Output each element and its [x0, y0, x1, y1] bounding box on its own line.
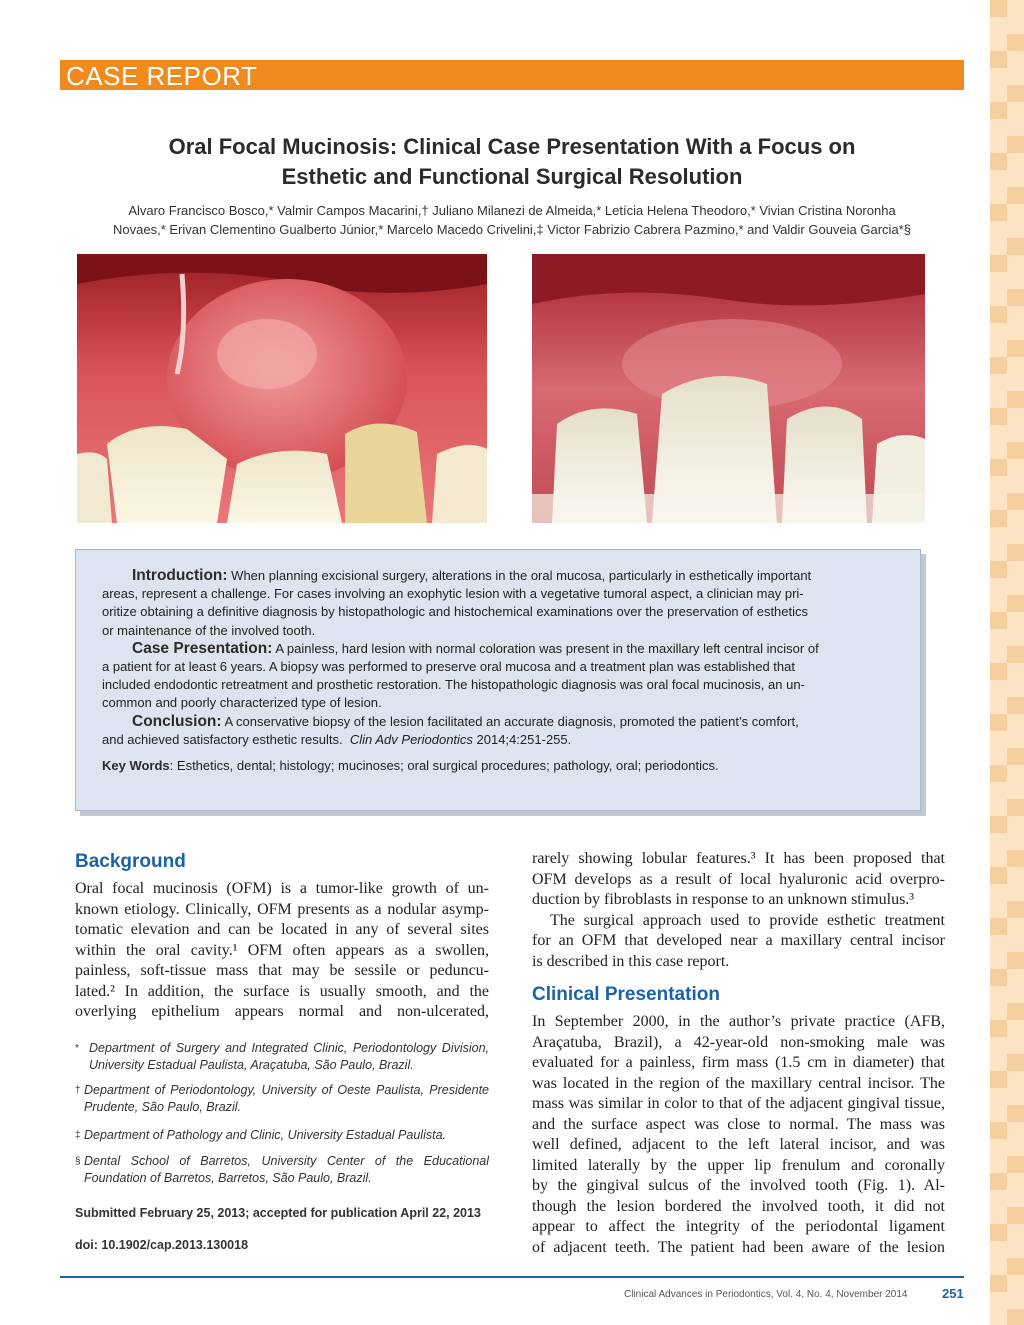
edge-tile [1007, 68, 1024, 85]
footer-journal: Clinical Advances in Periodontics, Vol. 4, No. 4, November 2014 [624, 1289, 908, 1300]
edge-tile [1007, 578, 1024, 595]
edge-tile [990, 1275, 1007, 1292]
edge-tile [1007, 731, 1024, 748]
edge-tile [990, 901, 1007, 918]
edge-tile [990, 1139, 1007, 1156]
edge-tile [1007, 1309, 1024, 1325]
edge-tile [990, 1190, 1007, 1207]
edge-tile [990, 1105, 1007, 1122]
edge-tile [990, 833, 1007, 850]
edge-tile [1007, 1139, 1024, 1156]
edge-tile [1007, 306, 1024, 323]
edge-tile [990, 952, 1007, 969]
clinical-text [532, 1012, 945, 1258]
edge-tile [990, 646, 1007, 663]
edge-tile [1007, 595, 1024, 612]
edge-tile [990, 306, 1007, 323]
edge-tile [1007, 646, 1024, 663]
author-line-2: Novaes,* Erivan Clementino Gualberto Júnior,* Marcelo Macedo Crivelini,‡ Victor Fabrizio Cabrera Pazmino,* and Valdir Gouveia Garcia*§ [113, 222, 911, 237]
text-line: The surgical approach used to provide esthetic treatment [550, 911, 945, 929]
text-line: In September 2000, in the author’s private practice (AFB, [532, 1013, 945, 1030]
edge-tile [990, 595, 1007, 612]
edge-tile [1007, 0, 1024, 17]
edge-tile [990, 578, 1007, 595]
text-line: was located in the region of the maxillary central incisor. The [532, 1074, 945, 1092]
edge-tile [990, 1122, 1007, 1139]
title-line-1: Oral Focal Mucinosis: Clinical Case Presentation With a Focus on [168, 134, 856, 159]
edge-tile [1007, 1207, 1024, 1224]
text-line: evaluated for a painless, firm mass (1.5 cm in diameter) that [532, 1054, 945, 1071]
page-number: 251 [942, 1286, 964, 1301]
footnote-3: ‡ Department of Pathology and Clinic, University Estadual Paulista. [75, 1128, 446, 1142]
edge-tile [990, 459, 1007, 476]
edge-tile [990, 1071, 1007, 1088]
edge-tile [990, 493, 1007, 510]
edge-tile [1007, 612, 1024, 629]
edge-tile [990, 51, 1007, 68]
right-intro-text [532, 849, 945, 972]
edge-tile [1007, 884, 1024, 901]
edge-tile [1007, 493, 1024, 510]
edge-tile [990, 255, 1007, 272]
edge-tile [1007, 476, 1024, 493]
edge-tile [990, 136, 1007, 153]
text-line: is described in this case report. [532, 952, 730, 970]
edge-tile [1007, 272, 1024, 289]
text-line: and the surface aspect was close to normal. The mass was [532, 1115, 945, 1133]
edge-tile [1007, 221, 1024, 238]
edge-tile [1007, 561, 1024, 578]
edge-tile [1007, 1275, 1024, 1292]
edge-tile [1007, 1037, 1024, 1054]
text-line: Araçatuba, Brazil), a 42-year-old non-smoking male was [532, 1033, 945, 1051]
edge-tile [1007, 1054, 1024, 1071]
edge-tile [1007, 391, 1024, 408]
edge-tile [1007, 782, 1024, 799]
edge-tile [990, 1207, 1007, 1224]
text-line: OFM develops as a result of local hyaluronic acid overpro- [532, 870, 945, 888]
keywords: Key Words: Esthetics, dental; histology; mucinoses; oral surgical procedures; pathology, oral; periodontics. [102, 758, 719, 774]
edge-tile [990, 272, 1007, 289]
edge-tile [990, 816, 1007, 833]
edge-tile [990, 238, 1007, 255]
footnote-4: § Dental School of Barretos, University Center of the Educational Foundation of Barretos, Barretos, São Paulo, Brazil. [75, 1154, 489, 1185]
edge-tile [990, 374, 1007, 391]
edge-tile [990, 1173, 1007, 1190]
text-line: within the oral cavity.¹ OFM often appears as a swollen, [75, 941, 489, 959]
edge-tile [990, 918, 1007, 935]
edge-tile [990, 680, 1007, 697]
text-line: tomatic elevation and can be located in any of several sites [75, 921, 489, 938]
edge-tile [1007, 153, 1024, 170]
text-line: of adjacent teeth. The patient had been aware of the lesion [532, 1238, 945, 1256]
edge-tile [990, 1241, 1007, 1258]
edge-tile [1007, 323, 1024, 340]
author-line-1: Alvaro Francisco Bosco,* Valmir Campos Macarini,† Juliano Milanezi de Almeida,* Letícia Helena Theodoro,* Vivian Cristina Noronha [128, 203, 896, 218]
edge-tile [1007, 714, 1024, 731]
edge-tile [1007, 34, 1024, 51]
text-line: Oral focal mucinosis (OFM) is a tumor-like growth of un- [75, 880, 489, 897]
edge-tile [990, 323, 1007, 340]
edge-tile [1007, 1020, 1024, 1037]
edge-tile [990, 731, 1007, 748]
edge-tile [1007, 1173, 1024, 1190]
footnote-2: † Department of Periodontology, University of Oeste Paulista, Presidente Prudente, São Paulo, Brazil. [75, 1083, 489, 1114]
edge-tile [990, 935, 1007, 952]
background-text [75, 879, 489, 1023]
text-line: limited laterally by the upper lip frenulum and coronally [532, 1156, 945, 1174]
edge-tile [1007, 170, 1024, 187]
edge-tile [990, 187, 1007, 204]
edge-tile [1007, 986, 1024, 1003]
doi: doi: 10.1902/cap.2013.130018 [75, 1238, 249, 1252]
edge-tile [1007, 1258, 1024, 1275]
edge-tile [990, 204, 1007, 221]
edge-tile [1007, 918, 1024, 935]
case-presentation-heading: Case Presentation: [132, 639, 273, 657]
text-line: though the lesion bordered the involved tooth, it did not [532, 1197, 945, 1215]
edge-tile [1007, 102, 1024, 119]
edge-tile [990, 765, 1007, 782]
edge-tile [990, 969, 1007, 986]
edge-tile [1007, 833, 1024, 850]
edge-tile [990, 986, 1007, 1003]
edge-tile [1007, 1224, 1024, 1241]
edge-tile [990, 850, 1007, 867]
edge-tile [990, 425, 1007, 442]
edge-tile [1007, 765, 1024, 782]
edge-tile [1007, 1088, 1024, 1105]
edge-tile [1007, 204, 1024, 221]
edge-tile [990, 17, 1007, 34]
edge-tile [1007, 408, 1024, 425]
abstract-text: Introduction: When planning excisional surgery, alterations in the oral mucosa, particularly in esthetically important areas, represent a challenge. For cases involving an exophytic lesion with a vegetative tumoral aspect, a clinician may pri- oritize obtaining a definitive diagnosis by histopathologic and histochemical examinations over the preservation of esthetics or maintenance of the involved tooth. Case Presentation: A painless, hard lesion with normal coloration was present in the maxillary left central incisor of a patient for at least 6 years. A biopsy was performed to preserve oral mucosa and a treatment plan was established that included endodontic retreatment and prosthetic restoration. The histopathologic diagnosis was oral focal mucinosis, an un- common and poorly characterized type of lesion. Conclusion: A conservative biopsy of the lesion facilitated an accurate diagnosis, promoted the patient’s comfort, and achieved satisfactory esthetic results. Clin Adv Periodontics 2014;4:251-255. Key Words: Esthetics, dental; histology; mucinoses; oral surgical procedures; pathology, oral; periodontics. [102, 567, 908, 775]
edge-tile [990, 663, 1007, 680]
edge-tile [990, 612, 1007, 629]
edge-tile [990, 85, 1007, 102]
text-line: painless, soft-tissue mass that may be sessile or peduncu- [75, 962, 489, 979]
edge-tile [1007, 51, 1024, 68]
edge-tile [1007, 136, 1024, 153]
edge-tile [1007, 697, 1024, 714]
submission-dates: Submitted February 25, 2013; accepted for publication April 22, 2013 [75, 1206, 481, 1220]
edge-tile [1007, 544, 1024, 561]
author-list [60, 201, 964, 239]
text-line: mass was similar in color to that of the adjacent gingival tissue, [532, 1095, 945, 1112]
edge-tile [990, 561, 1007, 578]
edge-tile [1007, 799, 1024, 816]
edge-tile [990, 0, 1007, 17]
footnote-1: * Department of Surgery and Integrated Clinic, Periodontology Division, University Estadual Paulista, Araçatuba, São Paulo, Brazil. [75, 1041, 489, 1072]
edge-tile [1007, 255, 1024, 272]
edge-tile [1007, 1241, 1024, 1258]
text-line: well defined, adjacent to the left lateral incisor, and was [532, 1136, 945, 1153]
abstract-box [75, 549, 921, 811]
edge-tile [1007, 1105, 1024, 1122]
edge-tile [1007, 867, 1024, 884]
edge-tile [1007, 1190, 1024, 1207]
edge-tile [1007, 187, 1024, 204]
text-line: by the gingival sulcus of the involved tooth (Fig. 1). Al- [532, 1177, 945, 1194]
edge-tile [990, 782, 1007, 799]
edge-tile [990, 544, 1007, 561]
background-heading: Background [75, 851, 186, 872]
edge-tile [1007, 1156, 1024, 1173]
edge-tile [990, 799, 1007, 816]
edge-tile [1007, 680, 1024, 697]
edge-tile [1007, 1071, 1024, 1088]
section-label: CASE REPORT [66, 61, 258, 91]
edge-tile [990, 527, 1007, 544]
edge-tile [1007, 425, 1024, 442]
edge-decoration [990, 0, 1024, 1325]
edge-tile [990, 357, 1007, 374]
footer-rule [60, 1276, 964, 1278]
edge-tile [990, 1258, 1007, 1275]
edge-tile [1007, 935, 1024, 952]
text-line: lated.² In addition, the surface is usually smooth, and the [75, 982, 489, 1000]
edge-tile [990, 1088, 1007, 1105]
edge-tile [990, 1156, 1007, 1173]
edge-tile [990, 1292, 1007, 1309]
edge-tile [1007, 1122, 1024, 1139]
title-line-2: Esthetic and Functional Surgical Resolution [281, 164, 743, 189]
introduction-heading: Introduction: [132, 567, 228, 584]
edge-tile [1007, 289, 1024, 306]
edge-tile [1007, 901, 1024, 918]
edge-tile [1007, 850, 1024, 867]
edge-tile [1007, 340, 1024, 357]
clinical-photo-before [77, 254, 487, 523]
text-line: for an OFM that developed near a maxillary central incisor [532, 932, 945, 949]
edge-tile [990, 153, 1007, 170]
edge-tile [1007, 952, 1024, 969]
edge-tile [1007, 1003, 1024, 1020]
edge-tile [1007, 17, 1024, 34]
edge-tile [990, 391, 1007, 408]
text-line: duction by fibroblasts in response to an unknown stimulus.³ [532, 891, 915, 908]
edge-tile [990, 442, 1007, 459]
clinical-presentation-heading: Clinical Presentation [532, 984, 720, 1005]
edge-tile [990, 170, 1007, 187]
edge-tile [990, 714, 1007, 731]
edge-tile [1007, 442, 1024, 459]
edge-tile [1007, 969, 1024, 986]
edge-tile [990, 1224, 1007, 1241]
edge-tile [990, 1020, 1007, 1037]
case-report-banner [60, 60, 964, 90]
text-line: known etiology. Clinically, OFM presents as a nodular asymp- [75, 900, 489, 918]
edge-tile [990, 408, 1007, 425]
edge-tile [990, 884, 1007, 901]
edge-tile [990, 119, 1007, 136]
edge-tile [990, 1003, 1007, 1020]
edge-tile [990, 867, 1007, 884]
edge-tile [1007, 238, 1024, 255]
edge-tile [1007, 748, 1024, 765]
edge-tile [1007, 374, 1024, 391]
text-line: rarely showing lobular features.³ It has been proposed that [532, 850, 945, 867]
clinical-photo-after [532, 254, 925, 523]
edge-tile [1007, 816, 1024, 833]
conclusion-heading: Conclusion: [132, 712, 222, 730]
article-title [60, 132, 964, 192]
edge-tile [990, 697, 1007, 714]
edge-tile [1007, 85, 1024, 102]
edge-tile [990, 1037, 1007, 1054]
citation-journal: Clin Adv Periodontics [349, 731, 473, 747]
edge-tile [990, 340, 1007, 357]
edge-tile [990, 476, 1007, 493]
edge-tile [1007, 663, 1024, 680]
edge-tile [1007, 527, 1024, 544]
text-line: appear to affect the integrity of the periodontal ligament [532, 1218, 945, 1235]
edge-tile [990, 1054, 1007, 1071]
edge-tile [990, 1309, 1007, 1325]
edge-tile [990, 68, 1007, 85]
edge-tile [1007, 510, 1024, 527]
text-line: overlying epithelium appears normal and non-ulcerated, [75, 1003, 489, 1020]
edge-tile [990, 34, 1007, 51]
edge-tile [990, 748, 1007, 765]
edge-tile [990, 102, 1007, 119]
edge-tile [1007, 119, 1024, 136]
edge-tile [990, 289, 1007, 306]
edge-tile [1007, 1292, 1024, 1309]
edge-tile [990, 629, 1007, 646]
edge-tile [990, 510, 1007, 527]
edge-tile [1007, 357, 1024, 374]
edge-tile [990, 221, 1007, 238]
edge-tile [1007, 629, 1024, 646]
edge-tile [1007, 459, 1024, 476]
